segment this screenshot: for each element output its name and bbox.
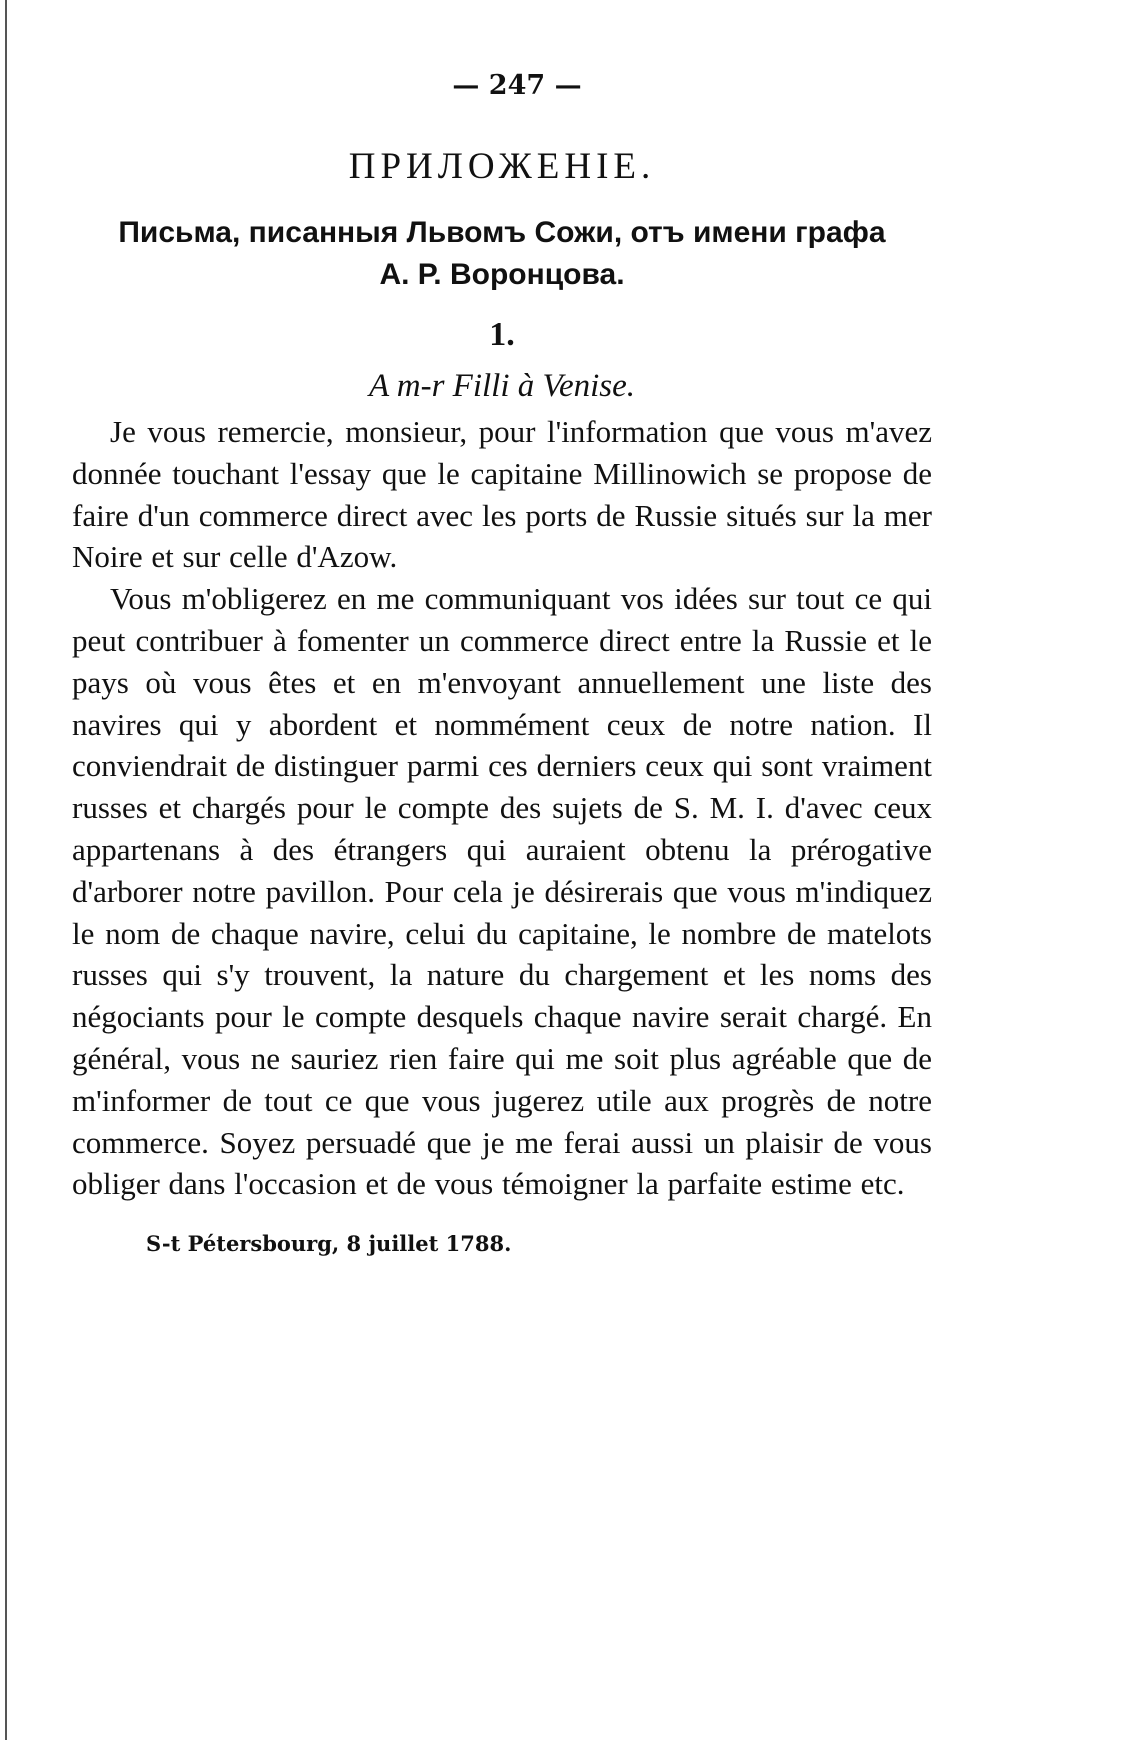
letter-paragraph-1: Je vous remercie, monsieur, pour l'information que vous m'avez donnée touchant l'essay que le capitaine Millinowich se propose de faire d'un commerce direct avec les ports de Russie situés sur la mer Noire et sur celle d'Azow.: [72, 414, 932, 575]
letter-paragraph-2: Vous m'obligerez en me communiquant vos idées sur tout ce qui peut contribuer à fomenter un commerce direct entre la Russie et le pays où vous êtes et en m'envoyant annuellement une liste des navires qui y abordent et nommément ceux de notre nation. Il conviendrait de distinguer parmi ces derniers ceux qui sont vraiment russes et chargés pour le compte des sujets de S. M. I. d'avec ceux appartenans à des étrangers qui auraient obtenu la prérogative d'arborer notre pavillon. Pour cela je désirerais que vous m'indiquez le nom de chaque navire, celui du capitaine, le nombre de matelots russes qui s'y trouvent, la nature du chargement et les noms des négociants pour le compte desquels chaque navire serait chargé. En général, vous ne sauriez rien faire qui me soit plus agréable que de m'informer de tout ce que vous jugerez utile aux progrès de notre commerce. Soyez persuadé que je me ferai aussi un plaisir de vous obliger dans l'occasion et de vous témoigner la parfaite estime etc.: [72, 581, 932, 1202]
letter-addressee: A m-r Filli à Venise.: [368, 368, 636, 404]
subheading-line-2: А. Р. Воронцова.: [379, 258, 625, 291]
letter-dateline: S-t Pétersbourg, 8 juillet 1788.: [146, 1231, 512, 1257]
subheading-line-1: Письма, писанныя Львомъ Сожи, отъ имени графа: [118, 216, 886, 249]
appendix-heading: ПРИЛОЖЕНІЕ.: [348, 146, 656, 187]
book-page: [72, 70, 932, 1256]
letter-number: 1.: [489, 316, 515, 353]
page-edge-shadow: [5, 0, 7, 1740]
page-number: — 247 —: [452, 70, 582, 101]
appendix-subheading: [72, 212, 932, 296]
